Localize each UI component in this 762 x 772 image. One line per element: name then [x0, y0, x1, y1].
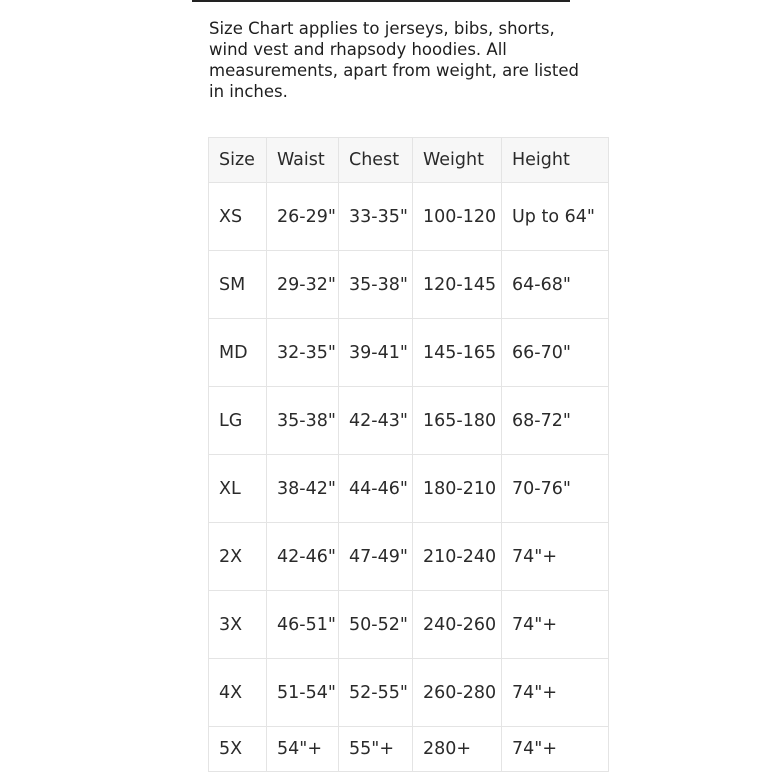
cell-chest: 33-35" [339, 183, 413, 251]
cell-height: Up to 64" [502, 183, 609, 251]
cell-chest: 44-46" [339, 455, 413, 523]
header-chest: Chest [339, 138, 413, 183]
cell-weight: 145-165 [413, 319, 502, 387]
cell-weight: 120-145 [413, 251, 502, 319]
cell-weight: 180-210 [413, 455, 502, 523]
cell-chest: 39-41" [339, 319, 413, 387]
cell-height: 68-72" [502, 387, 609, 455]
header-waist: Waist [267, 138, 339, 183]
cell-size: MD [209, 319, 267, 387]
cell-height: 66-70" [502, 319, 609, 387]
cell-height: 70-76" [502, 455, 609, 523]
cell-weight: 260-280 [413, 659, 502, 727]
cell-height: 74"+ [502, 591, 609, 659]
cell-weight: 165-180 [413, 387, 502, 455]
cell-size: 5X [209, 727, 267, 772]
cell-height: 74"+ [502, 727, 609, 772]
cell-size: LG [209, 387, 267, 455]
cell-height: 74"+ [502, 523, 609, 591]
cell-waist: 42-46" [267, 523, 339, 591]
cell-chest: 55"+ [339, 727, 413, 772]
table-row [209, 727, 609, 772]
cell-waist: 54"+ [267, 727, 339, 772]
table-row [209, 183, 609, 251]
cell-size: SM [209, 251, 267, 319]
table-row [209, 319, 609, 387]
size-chart-intro: Size Chart applies to jerseys, bibs, shorts, wind vest and rhapsody hoodies. All measurements, apart from weight, are listed in inches. [209, 19, 579, 101]
cell-height: 74"+ [502, 659, 609, 727]
top-divider [192, 0, 570, 2]
cell-chest: 35-38" [339, 251, 413, 319]
cell-weight: 240-260 [413, 591, 502, 659]
table-row [209, 387, 609, 455]
cell-waist: 29-32" [267, 251, 339, 319]
header-weight: Weight [413, 138, 502, 183]
cell-waist: 38-42" [267, 455, 339, 523]
table-header-row [209, 138, 609, 183]
cell-chest: 42-43" [339, 387, 413, 455]
size-chart-panel [192, 0, 595, 762]
cell-size: XS [209, 183, 267, 251]
header-height: Height [502, 138, 609, 183]
table-row [209, 455, 609, 523]
cell-waist: 46-51" [267, 591, 339, 659]
cell-waist: 35-38" [267, 387, 339, 455]
cell-size: 3X [209, 591, 267, 659]
cell-chest: 50-52" [339, 591, 413, 659]
cell-size: 2X [209, 523, 267, 591]
cell-waist: 51-54" [267, 659, 339, 727]
cell-chest: 52-55" [339, 659, 413, 727]
cell-size: XL [209, 455, 267, 523]
cell-waist: 32-35" [267, 319, 339, 387]
table-row [209, 251, 609, 319]
cell-height: 64-68" [502, 251, 609, 319]
table-row [209, 659, 609, 727]
cell-weight: 210-240 [413, 523, 502, 591]
header-size: Size [209, 138, 267, 183]
size-table [208, 137, 609, 772]
table-row [209, 591, 609, 659]
cell-size: 4X [209, 659, 267, 727]
table-row [209, 523, 609, 591]
cell-chest: 47-49" [339, 523, 413, 591]
cell-waist: 26-29" [267, 183, 339, 251]
cell-weight: 100-120 [413, 183, 502, 251]
cell-weight: 280+ [413, 727, 502, 772]
